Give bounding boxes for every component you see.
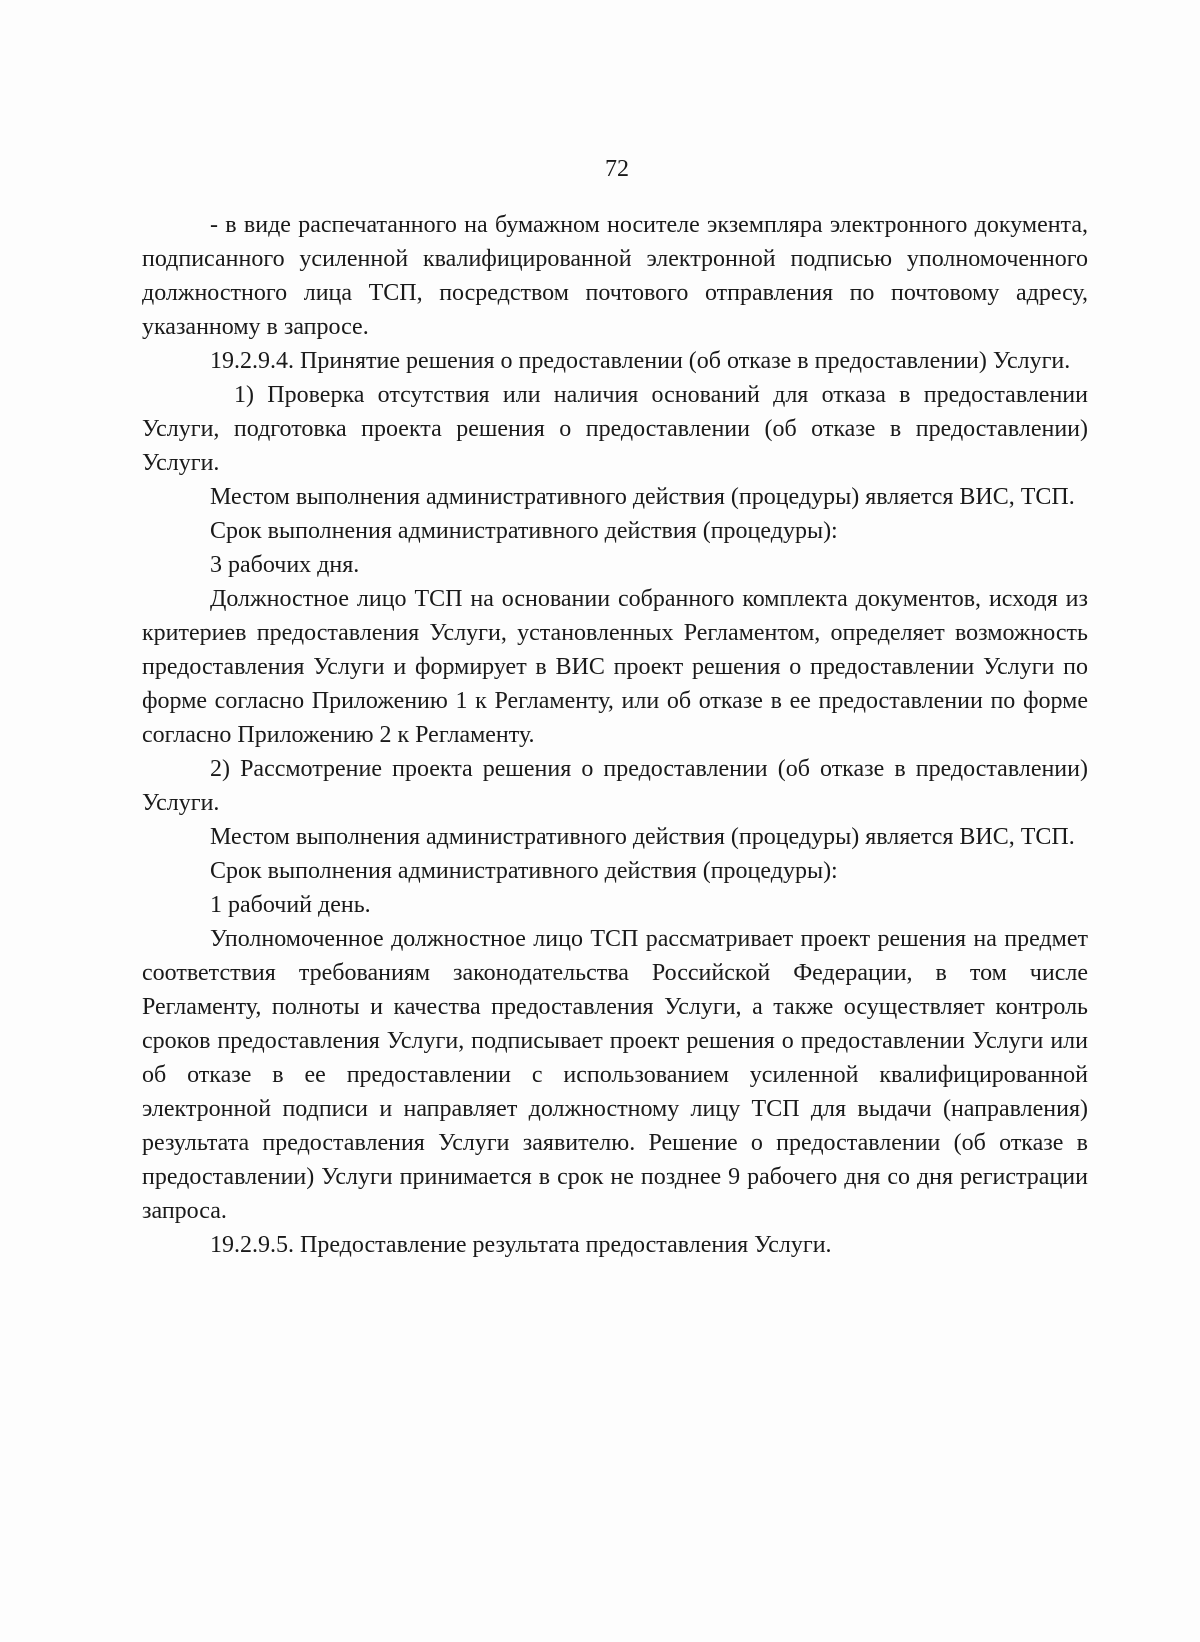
paragraph-authorized-official-reviews: Уполномоченное должностное лицо ТСП рассматривает проект решения на предмет соответствия требованиям законодательства Российской Федерации, в том числе Регламенту, полноты и качества предоставления Услуги, а также осуществляет контроль сроков предоставления Услуги, подписывает проект решения о предоставлении Услуги или об отказе в ее предоставлении с использованием усиленной квалифицированной электронной подписи и направляет должностному лицу ТСП для выдачи (направления) результата предоставления Услуги заявителю. Решение о предоставлении (об отказе в предоставлении) Услуги принимается в срок не позднее 9 рабочего дня со дня регистрации запроса. xyxy=(142,926,1088,1224)
section-heading-19-2-9-5: 19.2.9.5. Предоставление результата предоставления Услуги. xyxy=(210,1232,832,1258)
step-1-heading: 1) Проверка отсутствия или наличия оснований для отказа в предоставлении Услуги, подготовка проекта решения о предоставлении (об отказе в предоставлении) Услуги. xyxy=(142,382,1088,476)
paragraph-term-value-2: 1 рабочий день. xyxy=(210,892,371,918)
paragraph-term-label-2: Срок выполнения административного действия (процедуры): xyxy=(210,858,838,884)
paragraph-place-of-execution-2: Местом выполнения административного действия (процедуры) является ВИС, ТСП. xyxy=(210,824,1075,850)
paragraph-place-of-execution-1: Местом выполнения административного действия (процедуры) является ВИС, ТСП. xyxy=(210,484,1075,510)
section-heading-19-2-9-4: 19.2.9.4. Принятие решения о предоставлении (об отказе в предоставлении) Услуги. xyxy=(210,348,1071,374)
step-2-heading: 2) Рассмотрение проекта решения о предоставлении (об отказе в предоставлении) Услуги. xyxy=(142,756,1088,816)
paragraph-official-determines: Должностное лицо ТСП на основании собранного комплекта документов, исходя из критериев предоставления Услуги, установленных Регламентом, определяет возможность предоставления Услуги и формирует в ВИС проект решения о предоставлении Услуги по форме согласно Приложению 1 к Регламенту, или об отказе в ее предоставлении по форме согласно Приложению 2 к Регламенту. xyxy=(142,586,1088,748)
paragraph-term-value-1: 3 рабочих дня. xyxy=(210,552,360,578)
paragraph-delivery-by-mail: - в виде распечатанного на бумажном носителе экземпляра электронного документа, подписанного усиленной квалифицированной электронной подписью уполномоченного должностного лица ТСП, посредством почтового отправления по почтовому адресу, указанному в запросе. xyxy=(142,212,1088,340)
paragraph-term-label-1: Срок выполнения административного действия (процедуры): xyxy=(210,518,838,544)
page-number: 72 xyxy=(605,156,629,182)
document-body xyxy=(142,208,1088,1262)
